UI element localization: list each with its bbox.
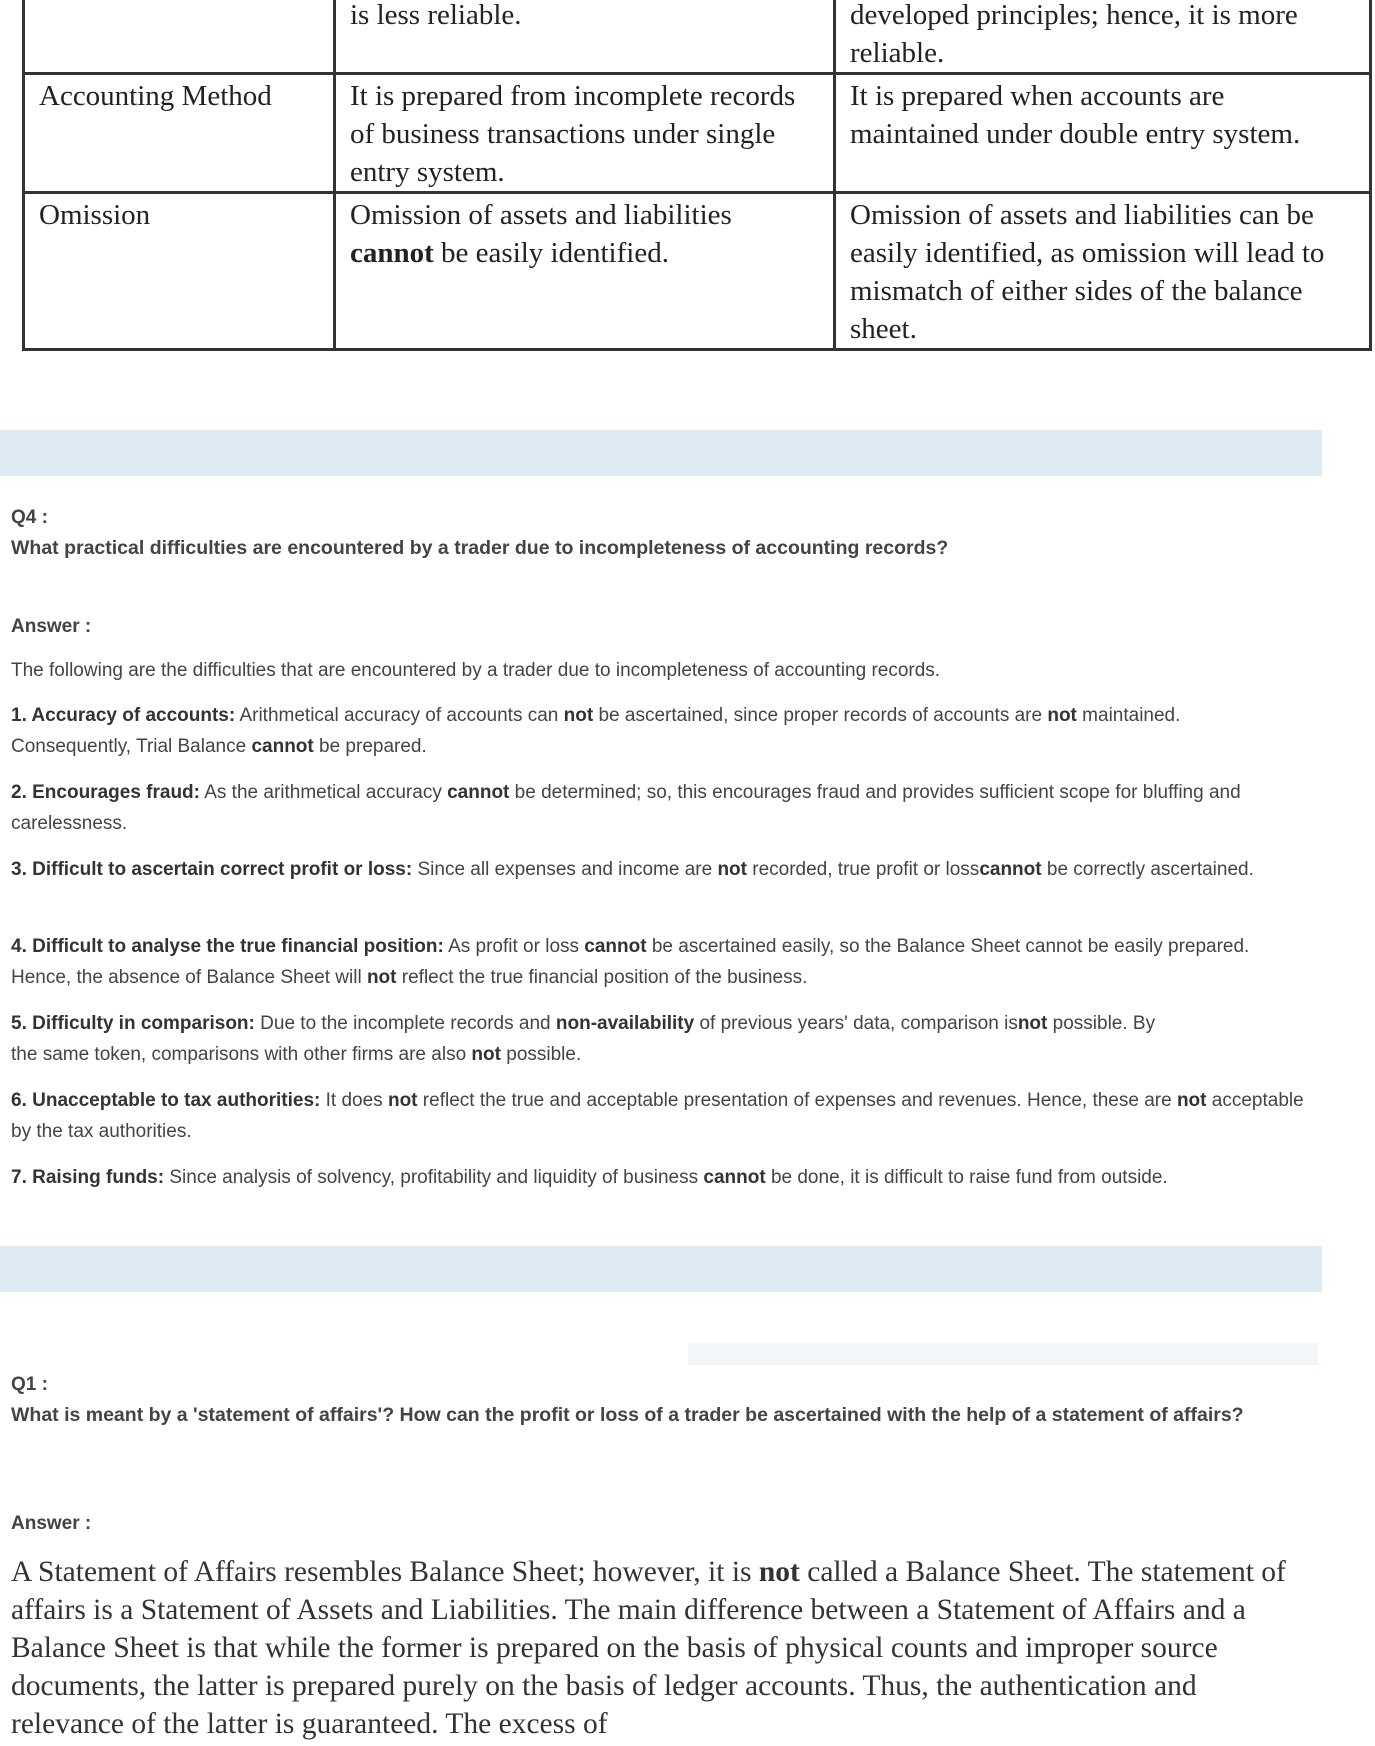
difficulty-point-1: [11, 700, 1211, 762]
text: be prepared.: [313, 736, 427, 757]
text: be done, it is difficult to raise fund from outside.: [765, 1167, 1168, 1188]
text: reflect the true financial position of the business.: [396, 967, 808, 988]
emphasis-text: cannot: [584, 936, 647, 957]
question-number: Q4 :: [11, 507, 48, 528]
aspect-cell: Omission: [24, 193, 335, 350]
text: As profit or loss: [443, 936, 585, 957]
text: Since analysis of solvency, profitability and liquidity of business: [164, 1167, 704, 1188]
difficulty-point-7: [11, 1162, 1311, 1193]
point-title: 6. Unacceptable to tax authorities:: [11, 1090, 321, 1111]
text: be determined; so, this encourages fraud and provides sufficient scope for bluffing and carelessness.: [11, 782, 1241, 834]
table-row: [24, 0, 1371, 74]
aspect-cell: [24, 0, 335, 74]
statement-of-affairs-cell: [335, 193, 835, 350]
answer-label: Answer :: [11, 616, 92, 637]
cell-text: Omission of assets and liabilities: [350, 199, 732, 231]
difficulty-point-3: [11, 854, 1311, 885]
text: Since all expenses and income are: [412, 859, 718, 880]
statement-of-affairs-cell: is less reliable.: [335, 0, 835, 74]
emphasis-text: not: [471, 1044, 501, 1065]
text: be ascertained easily, so the Balance Sheet cannot be easily prepared. Hence, the absence of Balance Sheet will: [11, 936, 1250, 988]
text: A Statement of Affairs resembles Balance Sheet; however, it is: [11, 1556, 759, 1588]
text: It does: [320, 1090, 388, 1111]
text: called a Balance Sheet. The statement of affairs is a Statement of Assets and Liabilities. The main difference between a Statement of Affairs and a Balance Sheet is that while the former is prepared on the basis of physical counts and improper source documents, the latter is prepared purely on the basis of ledger accounts. Thus, the authentication and relevance of the latter is guaranteed. The excess of: [11, 1556, 1286, 1740]
difficulty-point-2: [11, 777, 1311, 839]
emphasis-text: cannot: [979, 859, 1042, 880]
emphasis-text: not: [1047, 705, 1077, 726]
text: be correctly ascertained.: [1041, 859, 1254, 880]
text: Arithmetical accuracy of accounts can: [235, 705, 564, 726]
balance-sheet-cell: developed principles; hence, it is more reliable.: [835, 0, 1371, 74]
point-title: 4. Difficult to analyse the true financial position:: [11, 936, 444, 957]
text: reflect the true and acceptable presentation of expenses and revenues. Hence, these are: [417, 1090, 1177, 1111]
difficulty-point-5: [11, 1008, 1181, 1070]
balance-sheet-cell: Omission of assets and liabilities can be easily identified, as omission will lead to mismatch of either sides of the balance sheet.: [835, 193, 1371, 350]
emphasis-text: not: [387, 1090, 418, 1111]
text: possible. By the same token, comparisons with other firms are also: [11, 1013, 1156, 1065]
emphasis-text: cannot: [703, 1167, 766, 1188]
emphasis-text: not: [1017, 1013, 1048, 1034]
emphasis-text: not: [366, 967, 397, 988]
answer-label: Answer :: [11, 1513, 92, 1534]
emphasis-text: not: [758, 1556, 800, 1588]
comparison-table: [22, 0, 1372, 351]
text: of previous years' data, comparison is: [694, 1013, 1018, 1034]
text: As the arithmetical accuracy: [200, 782, 448, 803]
section-divider-band: [0, 1246, 1322, 1292]
statement-of-affairs-cell: It is prepared from incomplete records of business transactions under single entry system.: [335, 74, 835, 193]
aspect-cell: Accounting Method: [24, 74, 335, 193]
question-text: What is meant by a 'statement of affairs'? How can the profit or loss of a trader be ascertained with the help of a statement of affairs?: [11, 1404, 1244, 1426]
emphasis-text: cannot: [350, 237, 434, 269]
question-text: What practical difficulties are encountered by a trader due to incompleteness of accounting records?: [11, 537, 949, 559]
emphasis-text: cannot: [447, 782, 510, 803]
difficulty-point-4: [11, 931, 1311, 993]
text: acceptable by the tax authorities.: [11, 1090, 1304, 1142]
section-divider-band: [0, 430, 1322, 476]
text: Due to the incomplete records and: [254, 1013, 556, 1034]
cell-text: be easily identified.: [433, 237, 669, 269]
emphasis-text: not: [717, 859, 747, 880]
emphasis-text: not: [563, 705, 594, 726]
table-row: [24, 74, 1371, 193]
point-title: 1. Accuracy of accounts:: [11, 705, 236, 726]
text: recorded, true profit or loss: [746, 859, 980, 880]
answer-body: [11, 1553, 1311, 1743]
point-title: 2. Encourages fraud:: [11, 782, 200, 803]
table-row: [24, 193, 1371, 350]
point-title: 5. Difficulty in comparison:: [11, 1013, 255, 1034]
emphasis-text: non-availability: [555, 1013, 695, 1034]
text: maintained. Consequently, Trial Balance: [11, 705, 1181, 757]
question-number: Q1 :: [11, 1374, 48, 1395]
faint-divider-bar: [688, 1343, 1318, 1365]
text: be ascertained, since proper records of accounts are: [593, 705, 1048, 726]
balance-sheet-cell: It is prepared when accounts are maintained under double entry system.: [835, 74, 1371, 193]
text: possible.: [500, 1044, 582, 1065]
answer-intro: The following are the difficulties that are encountered by a trader due to incompleteness of accounting records.: [11, 660, 941, 681]
point-title: 3. Difficult to ascertain correct profit or loss:: [11, 859, 413, 880]
difficulty-point-6: [11, 1085, 1311, 1147]
emphasis-text: not: [1176, 1090, 1207, 1111]
emphasis-text: cannot: [251, 736, 314, 757]
point-title: 7. Raising funds:: [11, 1167, 165, 1188]
